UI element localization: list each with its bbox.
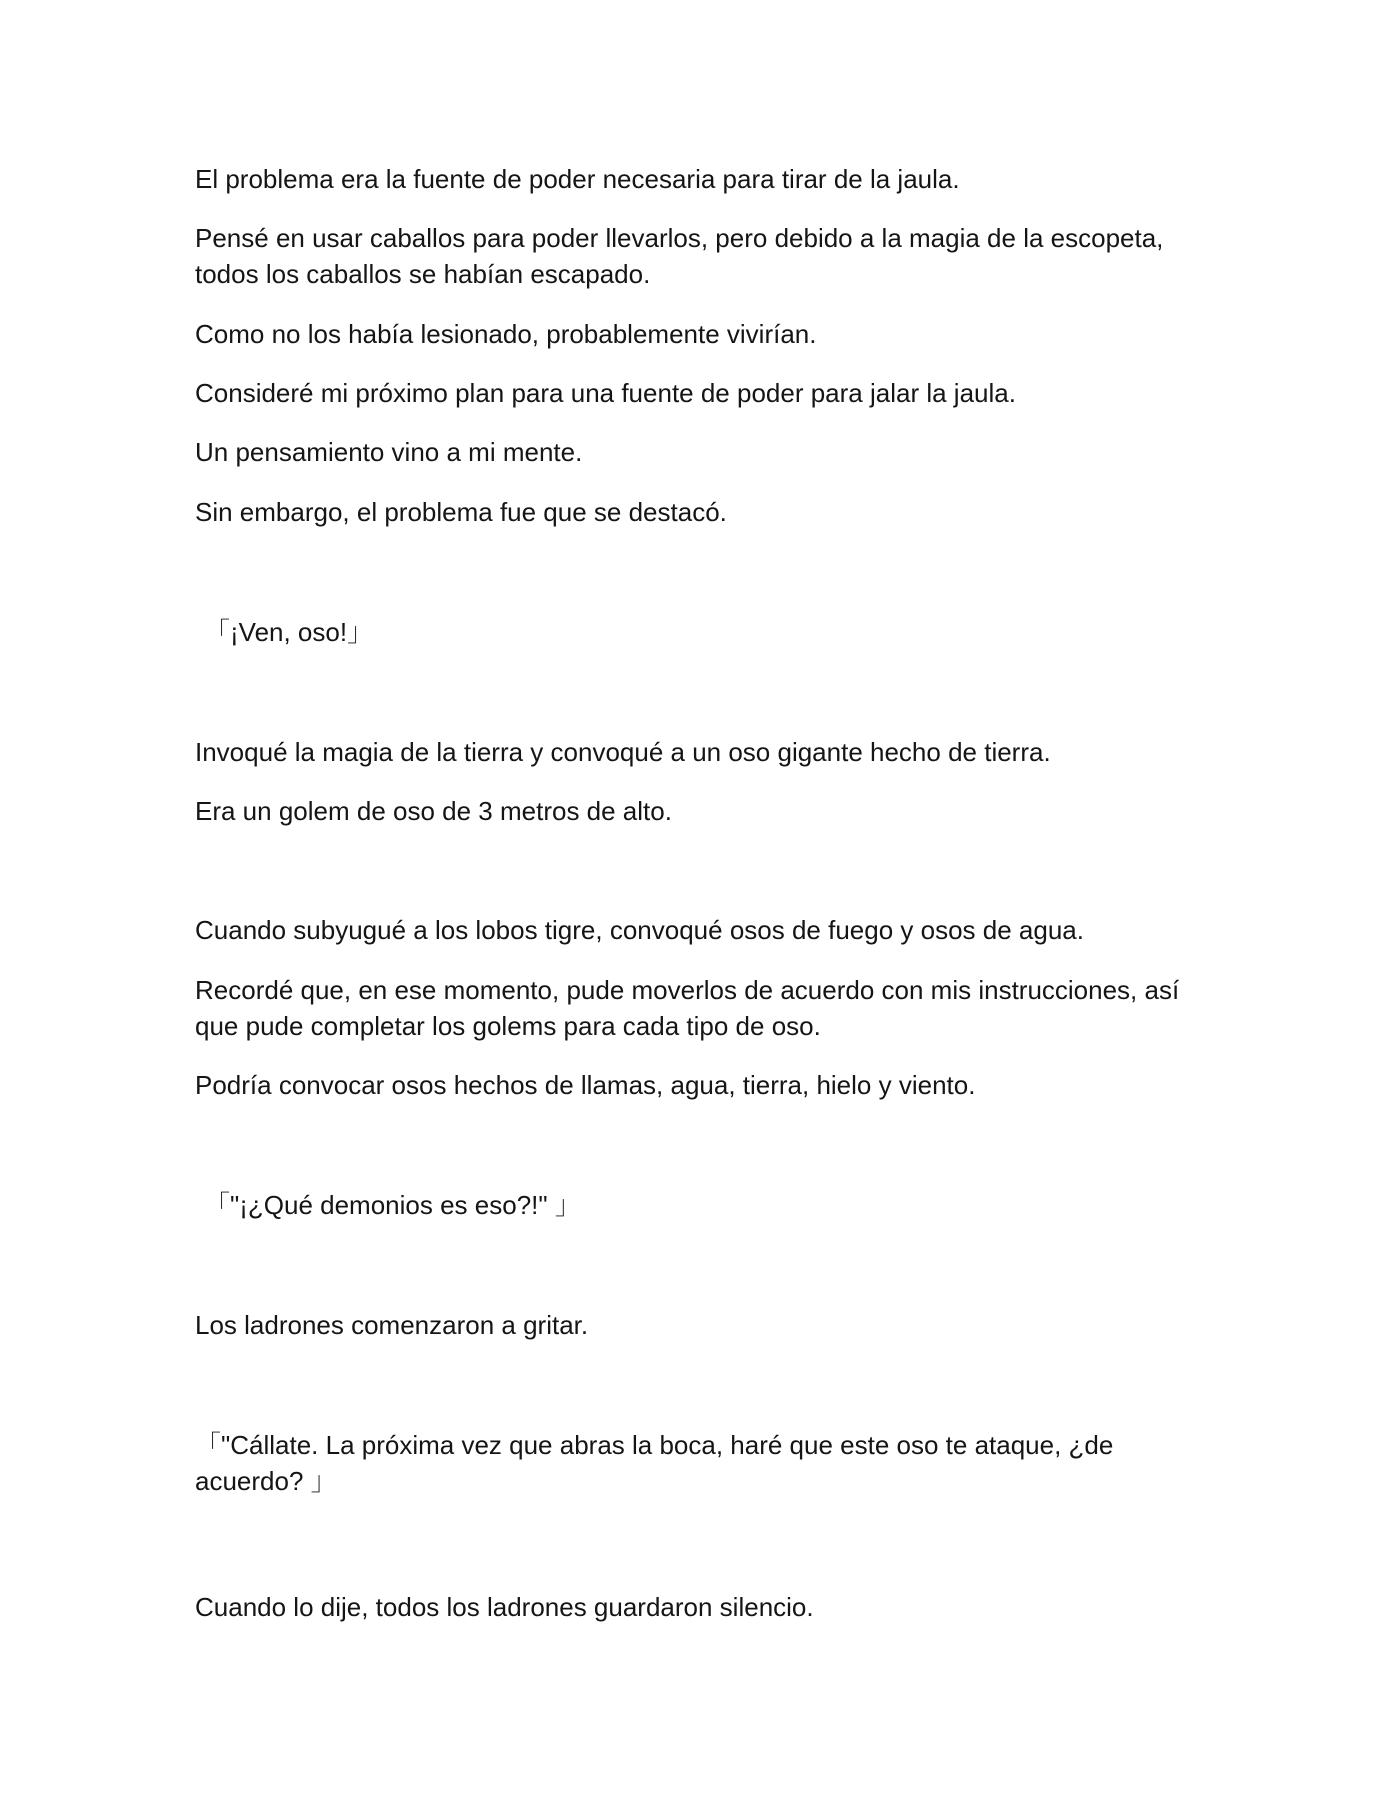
paragraph: Podría convocar osos hechos de llamas, agua, tierra, hielo y viento. — [195, 1070, 976, 1100]
paragraph: Cuando lo dije, todos los ladrones guardaron silencio. — [195, 1592, 814, 1622]
dialogue-line: 「"Cállate. La próxima vez que abras la boca, haré que este oso te ataque, ¿de acuerdo? 」 — [195, 1430, 1114, 1496]
paragraph: Un pensamiento vino a mi mente. — [195, 437, 583, 467]
dialogue-line: 「"¡¿Qué demonios es eso?!" 」 — [204, 1190, 581, 1220]
paragraph: Recordé que, en ese momento, pude moverlos de acuerdo con mis instrucciones, así que pude completar los golems para cada tipo de oso. — [195, 975, 1180, 1041]
paragraph: Era un golem de oso de 3 metros de alto. — [195, 796, 672, 826]
dialogue-line: 「¡Ven, oso!」 — [204, 617, 374, 647]
paragraph: El problema era la fuente de poder necesaria para tirar de la jaula. — [195, 164, 960, 194]
paragraph: Cuando subyugué a los lobos tigre, convoqué osos de fuego y osos de agua. — [195, 915, 1084, 945]
paragraph: Sin embargo, el problema fue que se destacó. — [195, 497, 727, 527]
paragraph: Como no los había lesionado, probablemente vivirían. — [195, 319, 817, 349]
paragraph: Invoqué la magia de la tierra y convoqué a un oso gigante hecho de tierra. — [195, 737, 1051, 767]
paragraph: Pensé en usar caballos para poder llevarlos, pero debido a la magia de la escopeta, todos los caballos se habían escapado. — [195, 223, 1164, 289]
paragraph: Consideré mi próximo plan para una fuente de poder para jalar la jaula. — [195, 378, 1016, 408]
paragraph: Los ladrones comenzaron a gritar. — [195, 1310, 589, 1340]
